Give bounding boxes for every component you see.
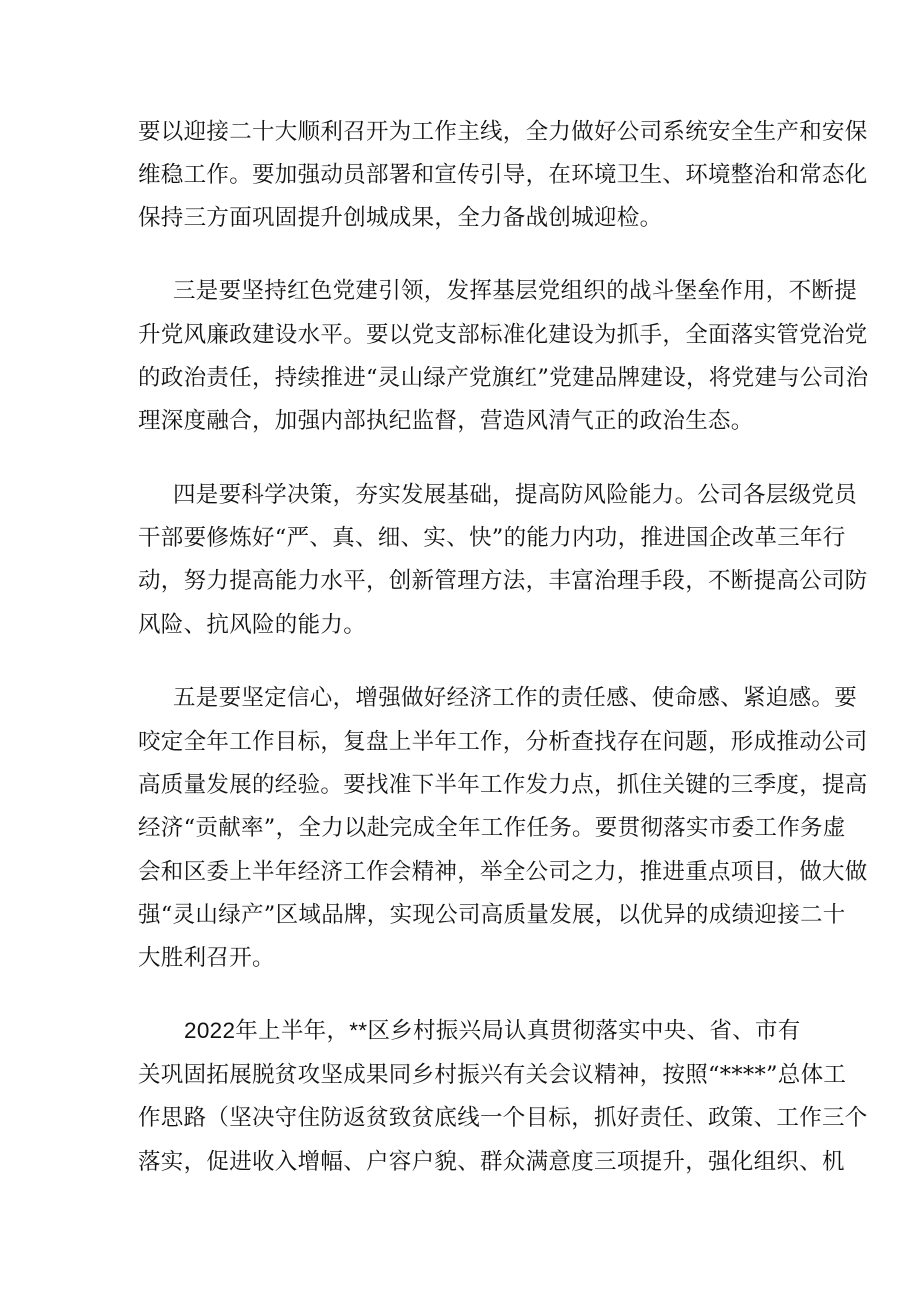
paragraph-line: 的政治责任，持续推进“灵山绿产党旗红”党建品牌建设，将党建与公司治 [138,365,869,391]
paragraph-line: 咬定全年工作目标，复盘上半年工作，分析查找存在问题，形成推动公司 [138,729,868,755]
paragraph-line: 落实，促进收入增幅、户容户貌、群众满意度三项提升，强化组织、机 [138,1149,845,1175]
paragraph-line: 高质量发展的经验。要找准下半年工作发力点，抓住关键的三季度，提高 [138,772,868,798]
paragraph-line: 关巩固拓展脱贫攻坚成果同乡村振兴有关会议精神，按照“****”总体工 [138,1062,847,1088]
paragraph-line: 理深度融合，加强内部执纪监督，营造风清气正的政治生态。 [138,408,754,434]
paragraph-line: 维稳工作。要加强动员部署和宣传引导，在环境卫生、环境整治和常态化 [138,162,868,188]
paragraph-line: 五是要坚定信心，增强做好经济工作的责任感、使命感、紧迫感。要 [173,685,858,711]
paragraph-line: 会和区委上半年经济工作会精神，举全公司之力，推进重点项目，做大做 [138,859,868,885]
paragraph-line: 四是要科学决策，夯实发展基础，提高防风险能力。公司各层级党员 [173,482,858,508]
paragraph-line: 经济“贡献率”，全力以赴完成全年工作任务。要贯彻落实市委工作务虚 [138,815,846,841]
paragraph-line: 要以迎接二十大顺利召开为工作主线，全力做好公司系统安全生产和安保 [138,119,868,145]
paragraph-line: 作思路（坚决守住防返贫致贫底线一个目标，抓好责任、政策、工作三个 [138,1105,868,1131]
paragraph-line: 大胜利召开。 [138,945,275,971]
paragraph-line: 强“灵山绿产”区域品牌，实现公司高质量发展，以优异的成绩迎接二十 [138,902,846,928]
paragraph-line: 三是要坚持红色党建引领，发挥基层党组织的战斗堡垒作用，不断提 [173,278,858,304]
paragraph-line: 干部要修炼好“严、真、细、实、快”的能力内功，推进国企改革三年行 [138,525,846,551]
paragraph-line: 风险、抗风险的能力。 [138,612,367,638]
paragraph-line: 升党风廉政建设水平。要以党支部标准化建设为抓手，全面落实管党治党 [138,322,868,348]
paragraph-line: 2022年上半年，**区乡村振兴局认真贯彻落实中央、省、市有 [184,1018,801,1043]
paragraph-line: 保持三方面巩固提升创城成果，全力备战创城迎检。 [138,205,663,231]
paragraph-line: 动，努力提高能力水平，创新管理方法，丰富治理手段，不断提高公司防 [138,568,868,594]
